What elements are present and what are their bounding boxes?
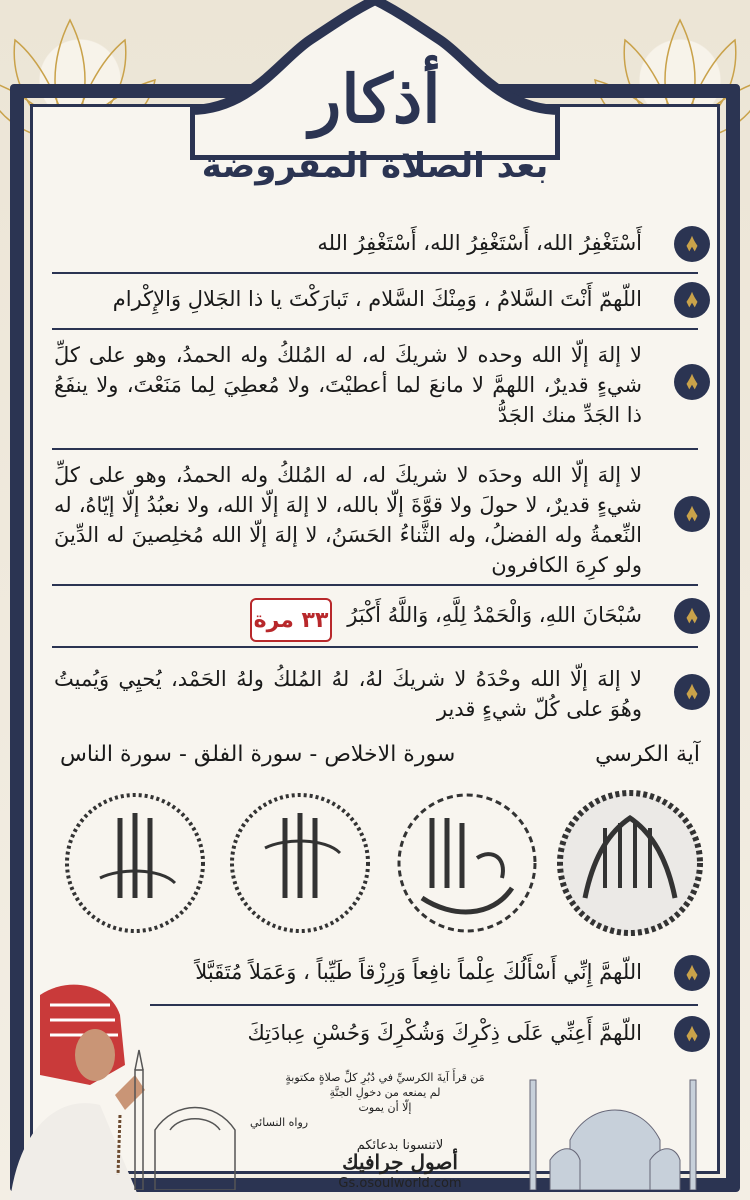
mosque-left-icon	[130, 1040, 250, 1190]
divider	[52, 272, 698, 274]
divider	[52, 584, 698, 586]
sura-labels	[60, 742, 700, 778]
dhikr-item	[48, 336, 702, 446]
dhikr-text: أَسْتَغْفِرُ الله، أَسْتَغْفِرُ الله، أَسْتَغْفِرُ الله	[317, 231, 642, 255]
dhikr-text: لا إلهَ إلّا الله وحدَه لا شريكَ له، له المُلكُ وله الحمدُ، وهو على كلِّ شيءٍ قديرٌ، لا حولَ ولا قوَّةَ إلّا بالله، لا إلهَ إلّا الله، ولا نعبُدُ إلّا إيّاهُ، له النِّعمةُ وله الفضلُ، وله الثَّناءُ الحَسَنُ، لا إلهَ إلّا الله مُخلِصينَ له الدِّينَ ولو كرِهَ الكافرون	[54, 463, 642, 577]
sura-kursi-label: آية الكرسي	[595, 742, 700, 767]
praying-hands-icon	[674, 1016, 710, 1052]
divider	[52, 646, 698, 648]
praying-hands-icon	[674, 282, 710, 318]
sura-others-label: سورة الاخلاص - سورة الفلق - سورة الناس	[60, 742, 456, 767]
hadith-source: رواه النسائي	[250, 1116, 309, 1129]
praying-hands-icon	[674, 674, 710, 710]
divider	[52, 448, 698, 450]
hadith-line: مَن قرأَ آيةَ الكرسيِّ في دُبُرِ كلِّ صلاةٍ مكتوبةٍ	[285, 1071, 485, 1084]
praying-hands-icon	[674, 226, 710, 262]
hadith-line: إلّا أن يموت	[358, 1101, 412, 1114]
repeat-count-badge: ٣٣ مرة	[250, 598, 332, 642]
brand-url: Gs.osoulworld.com	[338, 1176, 462, 1191]
dhikr-text: لا إلهَ إلّا الله وحده لا شريكَ له، له المُلكُ وله الحمدُ، وهو على كلِّ شيءٍ قديرٌ، اللهمَّ لا مانعَ لما أعطيْتَ، ولا مُعطِيَ لِما مَنَعْتَ، ولا ينفَعُ ذا الجَدِّ منك الجَدُّ	[54, 343, 642, 427]
dua-text: اللّهمَّ إِنِّي أَسْأَلُكَ عِلْماً نافِعاً وَرِزْقاً طَيِّباً ، وَعَمَلاً مُتَقَبَّلاً	[195, 960, 642, 984]
dua-request: لاتنسونا بدعائكم	[356, 1138, 444, 1153]
dhikr-text: اللّهمّ أَنْتَ السَّلامُ ، وَمِنْكَ السَّلام ، تَبارَكْتَ يا ذا الجَلالِ وَالإِكْرام	[112, 287, 642, 311]
page-subtitle: بعد الصلاة المفروضة	[201, 146, 549, 186]
praying-hands-icon	[674, 364, 710, 400]
dua-text: اللّهمَّ أَعِنِّي عَلَى ذِكْرِكَ وَشُكْرِكَ وَحُسْنِ عِبادَتِكَ	[247, 1021, 642, 1045]
dhikr-item	[48, 280, 702, 316]
calligraphy-nas-icon	[60, 788, 210, 938]
praying-hands-icon	[674, 496, 710, 532]
dhikr-text: لا إلهَ إلّا الله وحْدَهُ لا شريكَ لهُ، لهُ المُلكُ ولهُ الحَمْد، يُحيِي وَيُميتُ وهُوَ على كُلّ شيءٍ قدير	[54, 667, 642, 721]
page-title: أذكار	[309, 60, 441, 138]
divider	[150, 1004, 698, 1006]
mosque-right-icon	[520, 1060, 710, 1190]
divider	[52, 328, 698, 330]
calligraphy-ayat-kursi-icon	[555, 788, 705, 938]
praying-hands-icon	[674, 598, 710, 634]
praying-hands-icon	[674, 955, 710, 991]
dhikr-text: سُبْحَانَ اللهِ، وَالْحَمْدُ لِلَّهِ، وَاللَّهُ أَكْبَرُ	[347, 603, 642, 627]
hadith-line: لم يمنعه من دخولِ الجنَّةِ	[329, 1086, 441, 1099]
calligraphy-ikhlas-icon	[392, 788, 542, 938]
dhikr-item	[48, 596, 702, 636]
calligraphy-falaq-icon	[225, 788, 375, 938]
dhikr-item	[48, 226, 702, 262]
brand-logo: أصول جرافيك	[342, 1150, 458, 1174]
hadith-note	[250, 1070, 520, 1130]
dhikr-item	[48, 456, 702, 580]
dhikr-item	[48, 662, 702, 732]
